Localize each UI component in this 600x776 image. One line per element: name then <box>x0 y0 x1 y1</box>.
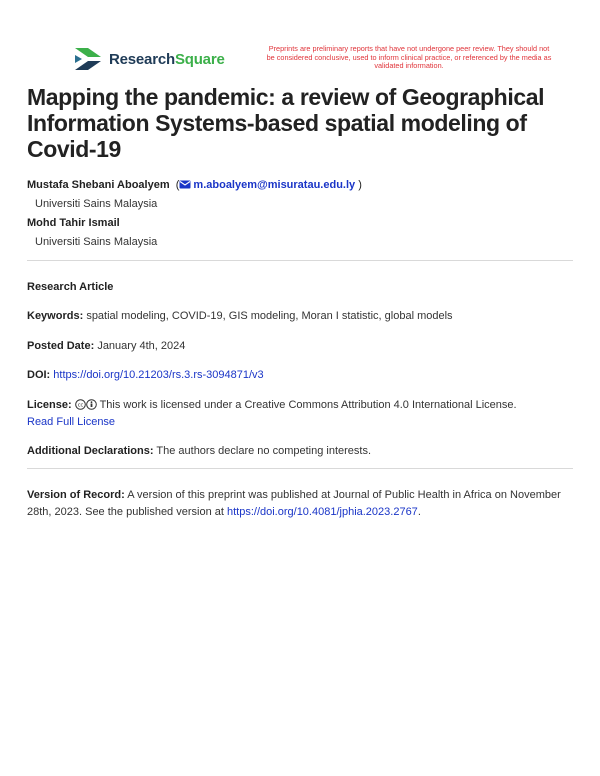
brand-name: ResearchSquare <box>109 50 225 68</box>
research-square-logo-icon <box>73 46 103 72</box>
published-version-link[interactable]: https://doi.org/10.4081/jphia.2023.2767 <box>226 506 418 518</box>
author-name: Mustafa Shebani Aboalyem <box>27 179 170 191</box>
brand-header <box>73 46 225 72</box>
email-open-paren: ( <box>172 179 180 191</box>
divider <box>27 260 573 261</box>
posted-date-row: Posted Date: January 4th, 2024 <box>27 340 186 352</box>
keywords-value: spatial modeling, COVID-19, GIS modeling, Moran I statistic, global models <box>86 310 453 322</box>
keywords-row: Keywords: spatial modeling, COVID-19, GIS modeling, Moran I statistic, global models <box>27 310 453 322</box>
article-type: Research Article <box>27 281 114 293</box>
license-text: This work is licensed under a Creative Commons Attribution 4.0 International License. <box>99 399 517 411</box>
svg-text:cc: cc <box>77 402 83 409</box>
author-row <box>27 178 362 193</box>
cc-icon <box>75 399 86 410</box>
by-icon <box>86 399 97 410</box>
email-close-paren: ) <box>355 179 362 191</box>
vor-text: A version of this preprint was published at Journal of Public Health in Africa on November 28th, 2023. See the published version at <box>27 489 561 518</box>
author-affiliation: Universiti Sains Malaysia <box>35 236 158 248</box>
doi-row: DOI: https://doi.org/10.21203/rs.3.rs-3094871/v3 <box>27 369 264 381</box>
doi-link[interactable]: https://doi.org/10.21203/rs.3.rs-3094871/v3 <box>53 369 264 381</box>
author-email-link[interactable]: m.aboalyem@misuratau.edu.ly <box>193 179 356 191</box>
divider <box>27 468 573 469</box>
author-affiliation: Universiti Sains Malaysia <box>35 198 158 210</box>
author-name: Mohd Tahir Ismail <box>27 217 120 229</box>
license-row: License: cc This work is licensed under a Creative Commons Attribution 4.0 International License. Read Full License <box>27 399 517 428</box>
declarations-row: Additional Declarations: The authors declare no competing interests. <box>27 445 372 457</box>
posted-date-value: January 4th, 2024 <box>97 340 186 352</box>
paper-title: Mapping the pandemic: a review of Geographical Information Systems-based spatial modeling of Covid-19 <box>27 84 545 162</box>
author-row <box>27 216 362 231</box>
preprint-disclaimer: Preprints are preliminary reports that have not undergone peer review. They should not be considered conclusive, used to inform clinical practice, or referenced by the media as validated information. <box>266 44 552 71</box>
version-of-record-row: Version of Record: A version of this preprint was published at Journal of Public Health in Africa on November 28th, 2023. See the published version at https://doi.org/10.4081/jphia.2023.2767. <box>27 489 561 518</box>
envelope-icon <box>179 180 191 189</box>
declarations-value: The authors declare no competing interests. <box>156 445 372 457</box>
read-full-license-link[interactable]: Read Full License <box>27 416 116 428</box>
author-list <box>27 178 362 254</box>
